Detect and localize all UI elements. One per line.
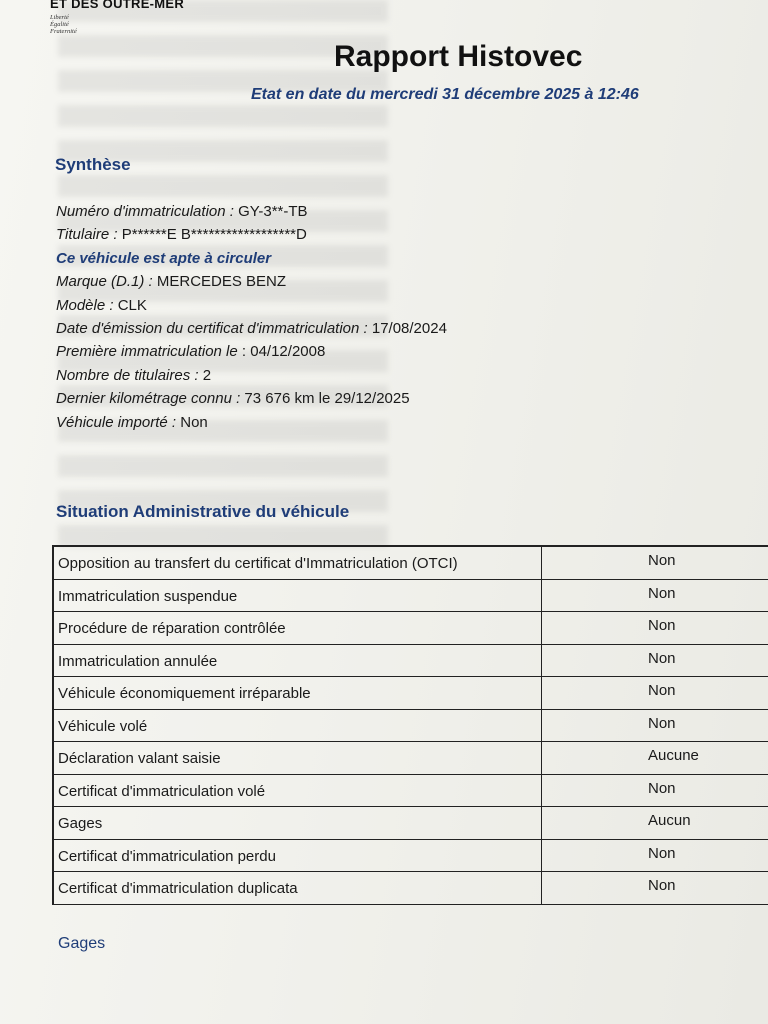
report-title: Rapport Histovec	[334, 40, 583, 73]
situation-heading: Situation Administrative du véhicule	[56, 502, 350, 521]
row-label: Certificat d'immatriculation duplicata	[54, 872, 542, 904]
item-label: Titulaire :	[56, 226, 118, 244]
item-value: GY-3**-TB	[233, 203, 308, 220]
row-label: Déclaration valant saisie	[54, 742, 542, 774]
table-row	[54, 807, 768, 840]
motto-liberte: Liberté	[50, 14, 69, 21]
list-item-date-emission	[56, 317, 447, 340]
logo-motto	[50, 14, 184, 35]
row-value: Non	[648, 779, 676, 797]
list-item-kilometrage	[56, 387, 447, 410]
row-label: Véhicule économiquement irréparable	[54, 677, 542, 709]
list-item-immatriculation	[56, 200, 447, 223]
row-value: Non	[648, 714, 676, 732]
synthese-heading: Synthèse	[55, 155, 131, 174]
table-row	[54, 677, 768, 710]
row-value: Aucun	[648, 812, 691, 829]
row-value: Non	[648, 617, 676, 634]
list-item-apte	[56, 247, 447, 270]
list-item-titulaires	[56, 364, 447, 387]
item-label: Nombre de titulaires :	[56, 366, 199, 384]
item-label: Première immatriculation le	[56, 343, 238, 361]
row-value: Aucune	[648, 747, 699, 764]
list-item-marque	[56, 270, 447, 293]
item-value: CLK	[113, 296, 147, 314]
situation-table	[52, 545, 768, 905]
row-value: Non	[648, 649, 676, 667]
item-value: 2	[198, 366, 212, 384]
table-row	[54, 742, 768, 775]
row-label: Immatriculation suspendue	[54, 580, 542, 612]
row-label: Véhicule volé	[54, 710, 542, 742]
item-value: 73 676 km le 29/12/2025	[240, 390, 410, 408]
table-row	[54, 580, 768, 613]
item-label: Date d'émission du certificat d'immatriculation :	[56, 320, 368, 338]
row-value: Non	[648, 844, 676, 862]
table-row	[54, 612, 768, 645]
row-label: Immatriculation annulée	[54, 645, 542, 677]
row-value: Non	[648, 552, 676, 569]
row-label: Certificat d'immatriculation volé	[54, 775, 542, 807]
report-date: Etat en date du mercredi 31 décembre 2025 à 12:46	[251, 86, 639, 103]
item-label: Numéro d'immatriculation :	[56, 203, 234, 220]
synthese-list	[56, 200, 447, 434]
item-label: Modèle :	[56, 296, 114, 314]
list-item-premiere-immat	[56, 340, 447, 363]
table-row	[54, 840, 768, 873]
row-label: Procédure de réparation contrôlée	[54, 612, 542, 644]
item-label: Véhicule importé :	[56, 413, 177, 431]
row-label: Certificat d'immatriculation perdu	[54, 840, 542, 872]
roadworthy-status: Ce véhicule est apte à circuler	[56, 249, 272, 267]
logo-text: ET DES OUTRE-MER	[50, 0, 185, 11]
gages-heading: Gages	[58, 935, 106, 952]
table-row	[54, 775, 768, 808]
list-item-importe	[56, 411, 447, 434]
item-label: Dernier kilométrage connu :	[56, 390, 241, 408]
row-value: Non	[648, 877, 676, 894]
row-value: Non	[648, 682, 676, 699]
list-item-titulaire	[56, 223, 447, 246]
item-value: P******E B******************D	[117, 226, 307, 244]
row-label: Opposition au transfert du certificat d'Immatriculation (OTCI)	[54, 547, 542, 579]
republic-logo	[50, 0, 184, 35]
table-row	[54, 645, 768, 678]
table-row	[54, 872, 768, 905]
item-value: Non	[176, 413, 208, 431]
table-row	[54, 710, 768, 743]
row-label: Gages	[54, 807, 542, 839]
item-value: : 04/12/2008	[237, 343, 326, 361]
motto-egalite: Égalité	[50, 21, 69, 28]
motto-fraternite: Fraternité	[50, 28, 77, 35]
row-value: Non	[648, 584, 676, 602]
table-row	[54, 547, 768, 580]
item-value: MERCEDES BENZ	[152, 273, 287, 291]
item-value: 17/08/2024	[367, 320, 447, 338]
list-item-modele	[56, 294, 447, 317]
item-label: Marque (D.1) :	[56, 273, 153, 291]
